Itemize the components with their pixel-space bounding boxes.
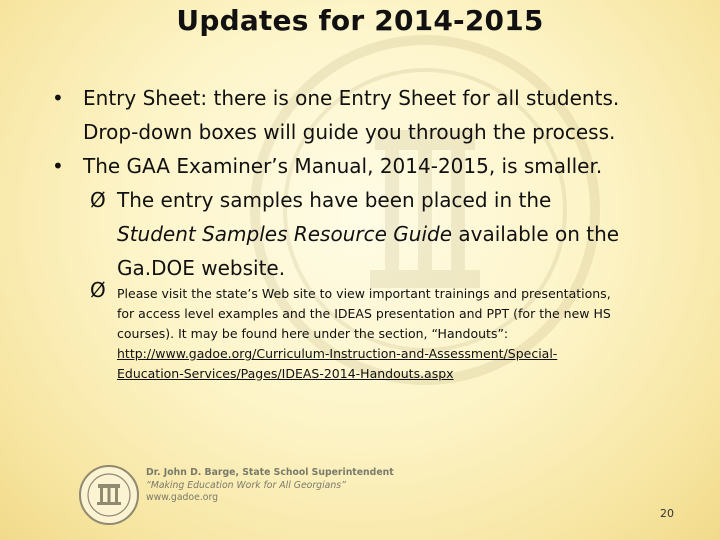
sub-bullet-text-rest: available on the [452,222,620,246]
bullet-marker: • [52,86,64,110]
handouts-link[interactable]: Education-Services/Pages/IDEAS-2014-Handouts.aspx [117,366,454,381]
bullet-marker: • [52,154,64,178]
sub-bullet-text-line: The entry samples have been placed in the [117,188,552,212]
bullet-text-line: Drop-down boxes will guide you through the process. [83,120,616,144]
footer-motto: “Making Education Work for All Georgians” [146,479,346,491]
page-number: 20 [660,507,674,520]
arrow-bullet-icon: Ø [90,278,106,302]
sub-bullet-text-line [117,222,619,248]
footer-superintendent: Dr. John D. Barge, State School Superintendent [146,467,394,478]
slide-title: Updates for 2014-2015 [176,4,544,37]
footer-website[interactable]: www.gadoe.org [146,492,219,503]
bullet-text-line: The GAA Examiner’s Manual, 2014-2015, is smaller. [83,154,603,178]
sub-bullet-text-line: Ga.DOE website. [117,256,286,280]
handouts-link[interactable]: http://www.gadoe.org/Curriculum-Instruction-and-Assessment/Special- [117,346,558,361]
sub-bullet-text-line: for access level examples and the IDEAS presentation and PPT (for the new HS [117,306,611,321]
sub-bullet-text-line: Please visit the state’s Web site to view important trainings and presentations, [117,286,611,301]
publication-title: Student Samples Resource Guide [117,222,452,246]
bullet-text-line: Entry Sheet: there is one Entry Sheet for all students. [83,86,620,110]
sub-bullet-text-line: courses). It may be found here under the section, “Handouts”: [117,326,509,341]
georgia-doe-seal-icon [78,464,140,526]
footer-credit [146,467,406,505]
arrow-bullet-icon: Ø [90,188,106,212]
